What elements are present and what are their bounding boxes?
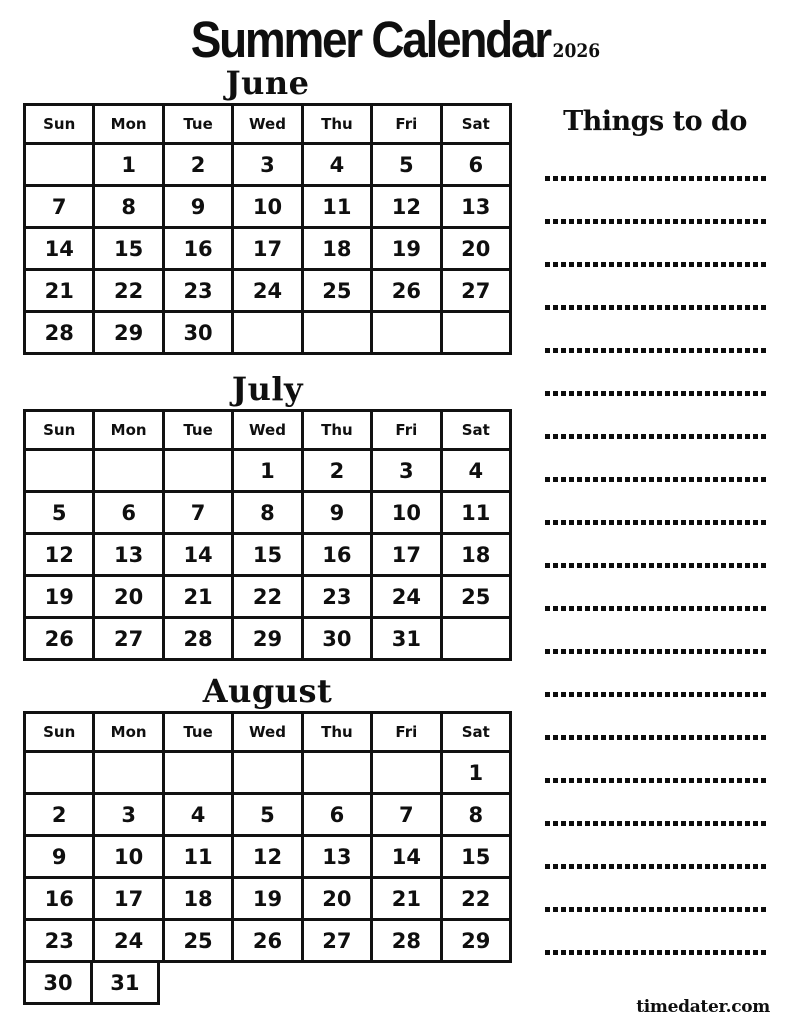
day-header-cell-sun: Sun	[25, 411, 94, 450]
day-header-row	[25, 411, 511, 450]
calendar-table-july	[23, 409, 512, 661]
calendar-day-cell: 1	[233, 450, 302, 492]
calendar-day-cell: 26	[372, 270, 441, 312]
empty-day-cell	[302, 312, 371, 354]
calendar-day-cell: 13	[94, 534, 163, 576]
empty-day-cell	[25, 752, 94, 794]
calendar-day-cell: 8	[441, 794, 510, 836]
day-header-cell-tue: Tue	[163, 411, 232, 450]
week-row	[25, 836, 511, 878]
week-row	[25, 752, 511, 794]
todo-lines	[545, 176, 769, 993]
calendar-day-cell: 17	[372, 534, 441, 576]
day-header-cell-wed: Wed	[233, 713, 302, 752]
calendar-day-cell: 6	[94, 492, 163, 534]
calendar-day-cell: 28	[372, 920, 441, 962]
todo-line	[545, 176, 769, 181]
todo-line	[545, 649, 769, 654]
todo-line	[545, 219, 769, 224]
calendar-day-cell: 30	[163, 312, 232, 354]
calendar-day-cell: 10	[233, 186, 302, 228]
todo-line	[545, 391, 769, 396]
empty-day-cell	[441, 618, 510, 660]
calendar-day-cell: 13	[441, 186, 510, 228]
calendar-day-cell: 20	[441, 228, 510, 270]
todo-line	[545, 348, 769, 353]
todo-line	[545, 907, 769, 912]
calendar-day-cell: 24	[372, 576, 441, 618]
day-header-row	[25, 713, 511, 752]
day-header-cell-wed: Wed	[233, 105, 302, 144]
calendar-day-cell: 11	[163, 836, 232, 878]
calendar-day-cell: 11	[441, 492, 510, 534]
calendar-day-cell: 26	[233, 920, 302, 962]
empty-day-cell	[233, 752, 302, 794]
day-header-cell-fri: Fri	[372, 713, 441, 752]
empty-day-cell	[441, 312, 510, 354]
week-row	[25, 920, 511, 962]
day-header-cell-sat: Sat	[441, 105, 510, 144]
week-row	[25, 878, 511, 920]
calendar-day-cell: 1	[94, 144, 163, 186]
empty-day-cell	[94, 450, 163, 492]
calendar-day-cell: 15	[441, 836, 510, 878]
month-section-july	[23, 370, 512, 661]
calendar-day-cell: 12	[25, 534, 94, 576]
calendar-day-cell: 21	[25, 270, 94, 312]
week-row	[25, 618, 511, 660]
calendar-day-cell: 3	[94, 794, 163, 836]
calendar-day-cell: 24	[233, 270, 302, 312]
calendar-day-cell: 29	[94, 312, 163, 354]
page-title-text: Summer Calendar	[190, 11, 550, 68]
calendar-day-cell: 9	[25, 836, 94, 878]
calendar-day-cell: 22	[441, 878, 510, 920]
empty-day-cell	[94, 752, 163, 794]
calendar-day-cell: 6	[302, 794, 371, 836]
calendar-day-cell: 22	[94, 270, 163, 312]
calendar-day-cell: 1	[441, 752, 510, 794]
calendar-day-cell: 30	[302, 618, 371, 660]
calendar-day-cell: 4	[163, 794, 232, 836]
calendar-day-cell: 8	[233, 492, 302, 534]
calendar-day-cell: 20	[302, 878, 371, 920]
todo-line	[545, 692, 769, 697]
calendar-day-cell: 28	[25, 312, 94, 354]
calendar-day-cell: 26	[25, 618, 94, 660]
calendar-day-cell: 15	[94, 228, 163, 270]
todo-line	[545, 520, 769, 525]
calendar-day-cell: 23	[163, 270, 232, 312]
empty-day-cell	[163, 450, 232, 492]
calendar-day-cell: 9	[302, 492, 371, 534]
calendar-table-june	[23, 103, 512, 355]
calendar-day-cell: 25	[441, 576, 510, 618]
month-section-june	[23, 64, 512, 355]
week-row	[25, 228, 511, 270]
calendar-day-cell: 28	[163, 618, 232, 660]
todo-line	[545, 305, 769, 310]
calendar-day-cell: 15	[233, 534, 302, 576]
calendar-table-august	[23, 711, 512, 963]
empty-day-cell	[302, 752, 371, 794]
day-header-cell-thu: Thu	[302, 713, 371, 752]
calendar-day-cell: 27	[302, 920, 371, 962]
calendar-day-cell: 5	[233, 794, 302, 836]
calendar-day-cell: 8	[94, 186, 163, 228]
overflow-week-row	[23, 960, 512, 1005]
calendar-day-cell: 17	[233, 228, 302, 270]
footer-brand: timedater.com	[636, 997, 770, 1017]
calendar-day-cell: 23	[302, 576, 371, 618]
page-title-year: 2026	[552, 40, 601, 62]
day-header-cell-sun: Sun	[25, 105, 94, 144]
week-row	[25, 576, 511, 618]
calendar-day-cell: 5	[25, 492, 94, 534]
empty-day-cell	[233, 312, 302, 354]
week-row	[25, 144, 511, 186]
day-header-cell-sat: Sat	[441, 713, 510, 752]
calendar-day-cell: 7	[372, 794, 441, 836]
calendar-day-cell: 12	[372, 186, 441, 228]
todo-line	[545, 606, 769, 611]
day-header-cell-thu: Thu	[302, 105, 371, 144]
calendar-day-cell: 10	[372, 492, 441, 534]
calendar-day-cell: 3	[233, 144, 302, 186]
week-row	[25, 312, 511, 354]
week-row	[25, 492, 511, 534]
day-header-cell-mon: Mon	[94, 713, 163, 752]
calendar-day-cell: 24	[94, 920, 163, 962]
day-header-cell-sat: Sat	[441, 411, 510, 450]
calendar-day-cell: 29	[441, 920, 510, 962]
day-header-cell-wed: Wed	[233, 411, 302, 450]
calendar-day-cell: 4	[302, 144, 371, 186]
calendar-day-cell: 19	[25, 576, 94, 618]
calendar-day-cell: 14	[163, 534, 232, 576]
calendar-day-cell: 17	[94, 878, 163, 920]
todo-line	[545, 262, 769, 267]
day-header-cell-mon: Mon	[94, 105, 163, 144]
calendar-day-cell: 20	[94, 576, 163, 618]
month-section-august	[23, 672, 512, 1005]
calendar-day-cell: 18	[163, 878, 232, 920]
calendar-day-cell: 29	[233, 618, 302, 660]
calendar-day-cell: 27	[94, 618, 163, 660]
calendar-day-cell: 3	[372, 450, 441, 492]
calendar-day-cell: 23	[25, 920, 94, 962]
week-row	[25, 270, 511, 312]
calendar-day-cell: 12	[233, 836, 302, 878]
calendar-day-cell: 25	[163, 920, 232, 962]
calendar-day-cell: 9	[163, 186, 232, 228]
calendar-day-cell: 16	[163, 228, 232, 270]
calendar-day-cell: 21	[163, 576, 232, 618]
calendar-day-cell: 5	[372, 144, 441, 186]
calendar-day-cell: 6	[441, 144, 510, 186]
day-header-cell-fri: Fri	[372, 105, 441, 144]
week-row	[25, 450, 511, 492]
calendar-day-cell: 19	[372, 228, 441, 270]
empty-day-cell	[372, 752, 441, 794]
empty-day-cell	[163, 752, 232, 794]
calendar-day-cell: 14	[25, 228, 94, 270]
month-title-july: July	[231, 370, 304, 408]
day-header-cell-fri: Fri	[372, 411, 441, 450]
todo-line	[545, 821, 769, 826]
todo-title: Things to do	[563, 106, 747, 137]
calendar-day-cell: 21	[372, 878, 441, 920]
day-header-cell-sun: Sun	[25, 713, 94, 752]
week-row	[25, 794, 511, 836]
calendar-day-cell: 19	[233, 878, 302, 920]
calendar-day-cell: 18	[441, 534, 510, 576]
day-header-cell-tue: Tue	[163, 105, 232, 144]
calendar-day-cell: 4	[441, 450, 510, 492]
month-title-august: August	[202, 672, 333, 710]
day-header-row	[25, 105, 511, 144]
calendar-day-cell: 2	[25, 794, 94, 836]
calendar-day-cell: 14	[372, 836, 441, 878]
todo-line	[545, 434, 769, 439]
week-row	[25, 534, 511, 576]
calendar-day-cell: 2	[163, 144, 232, 186]
overflow-day-cell: 31	[90, 960, 160, 1005]
week-row	[25, 186, 511, 228]
month-title-june: June	[225, 64, 310, 102]
overflow-day-cell: 30	[23, 960, 93, 1005]
day-header-cell-mon: Mon	[94, 411, 163, 450]
empty-day-cell	[25, 144, 94, 186]
calendar-day-cell: 16	[25, 878, 94, 920]
calendar-day-cell: 18	[302, 228, 371, 270]
todo-line	[545, 477, 769, 482]
empty-day-cell	[372, 312, 441, 354]
day-header-cell-thu: Thu	[302, 411, 371, 450]
todo-line	[545, 563, 769, 568]
calendar-day-cell: 7	[163, 492, 232, 534]
todo-line	[545, 735, 769, 740]
empty-day-cell	[25, 450, 94, 492]
day-header-cell-tue: Tue	[163, 713, 232, 752]
calendar-day-cell: 22	[233, 576, 302, 618]
calendar-day-cell: 7	[25, 186, 94, 228]
calendar-day-cell: 2	[302, 450, 371, 492]
calendar-day-cell: 13	[302, 836, 371, 878]
calendar-day-cell: 25	[302, 270, 371, 312]
calendar-day-cell: 27	[441, 270, 510, 312]
calendar-day-cell: 10	[94, 836, 163, 878]
calendar-day-cell: 16	[302, 534, 371, 576]
todo-line	[545, 778, 769, 783]
calendar-day-cell: 31	[372, 618, 441, 660]
todo-line	[545, 864, 769, 869]
todo-line	[545, 950, 769, 955]
calendar-day-cell: 11	[302, 186, 371, 228]
